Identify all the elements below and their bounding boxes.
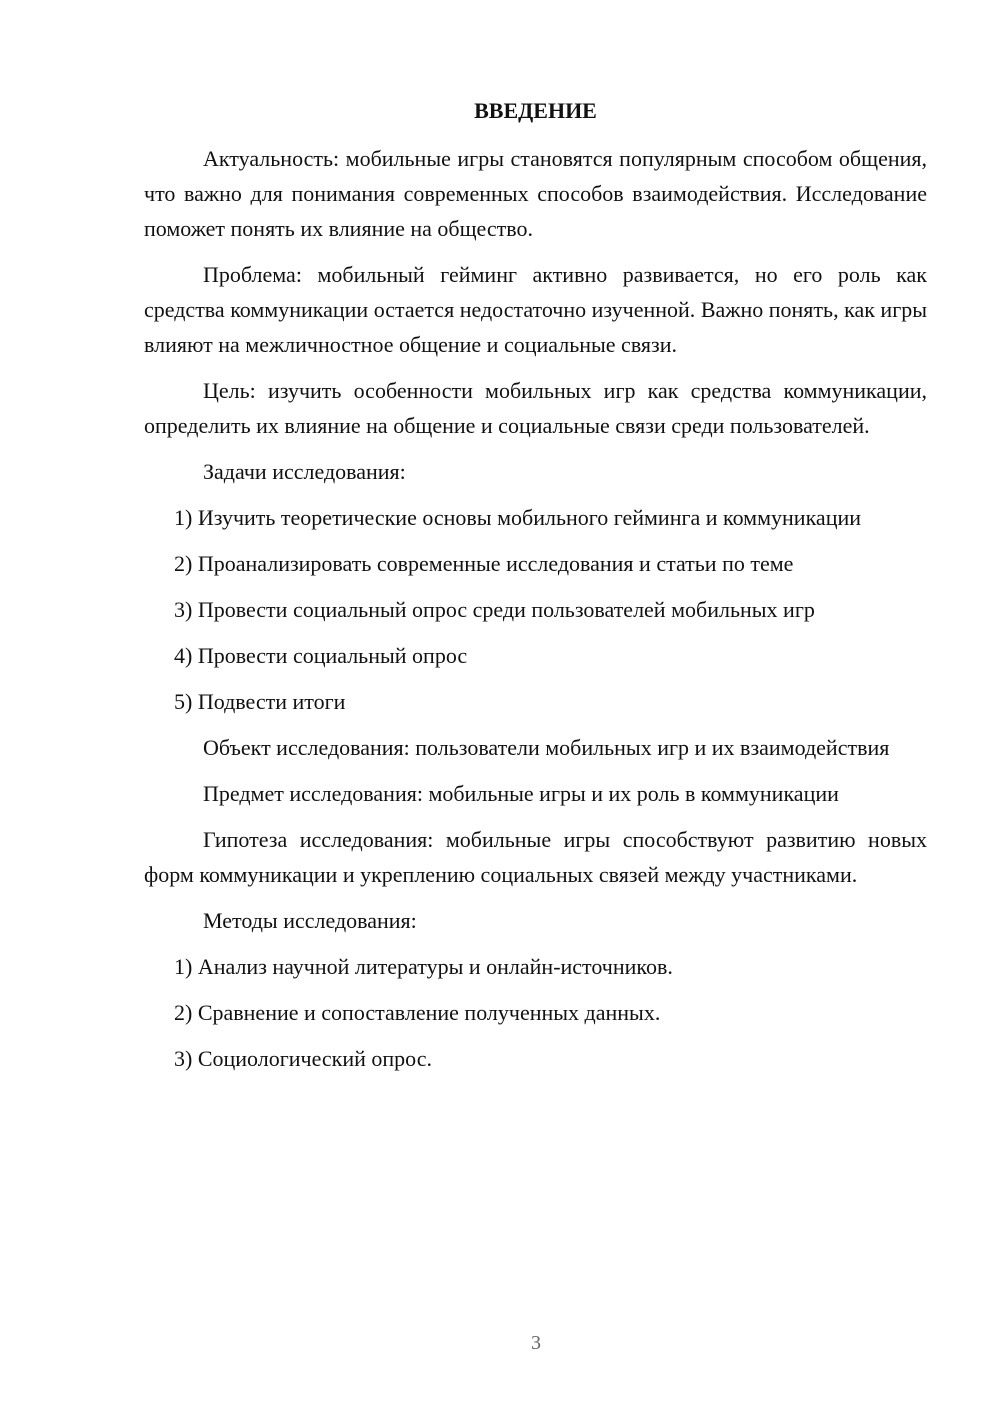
paragraph-methods-heading: Методы исследования: bbox=[203, 908, 417, 933]
paragraph-problem: Проблема: мобильный гейминг активно развивается, но его роль как средства коммуникации остается недостаточно изученной. Важно понять, как игры влияют на межличностное общение и социальные связи. bbox=[144, 262, 927, 357]
paragraph-tasks-heading: Задачи исследования: bbox=[203, 459, 406, 484]
list-item-method-2: 2) Сравнение и сопоставление полученных данных. bbox=[174, 1000, 661, 1025]
paragraph-subject: Предмет исследования: мобильные игры и их роль в коммуникации bbox=[203, 781, 839, 806]
page-number: 3 bbox=[531, 1332, 541, 1354]
list-item-task-2: 2) Проанализировать современные исследования и статьи по теме bbox=[174, 551, 794, 576]
paragraph-hypothesis: Гипотеза исследования: мобильные игры способствуют развитию новых форм коммуникации и укреплению социальных связей между участниками. bbox=[144, 827, 927, 887]
section-title: ВВЕДЕНИЕ bbox=[474, 98, 597, 123]
list-item-task-5: 5) Подвести итоги bbox=[174, 689, 346, 714]
paragraph-object: Объект исследования: пользователи мобильных игр и их взаимодействия bbox=[203, 735, 890, 760]
list-item-task-3: 3) Провести социальный опрос среди пользователей мобильных игр bbox=[174, 597, 815, 622]
document-body bbox=[144, 96, 927, 1087]
list-item-method-3: 3) Социологический опрос. bbox=[174, 1046, 432, 1071]
paragraph-relevance: Актуальность: мобильные игры становятся популярным способом общения, что важно для понимания современных способов взаимодействия. Исследование поможет понять их влияние на общество. bbox=[144, 146, 927, 241]
paragraph-goal: Цель: изучить особенности мобильных игр как средства коммуникации, определить их влияние на общение и социальные связи среди пользователей. bbox=[144, 378, 927, 438]
list-item-task-1: 1) Изучить теоретические основы мобильного гейминга и коммуникации bbox=[174, 505, 862, 530]
list-item-task-4: 4) Провести социальный опрос bbox=[174, 643, 468, 668]
list-item-method-1: 1) Анализ научной литературы и онлайн-источников. bbox=[174, 954, 673, 979]
